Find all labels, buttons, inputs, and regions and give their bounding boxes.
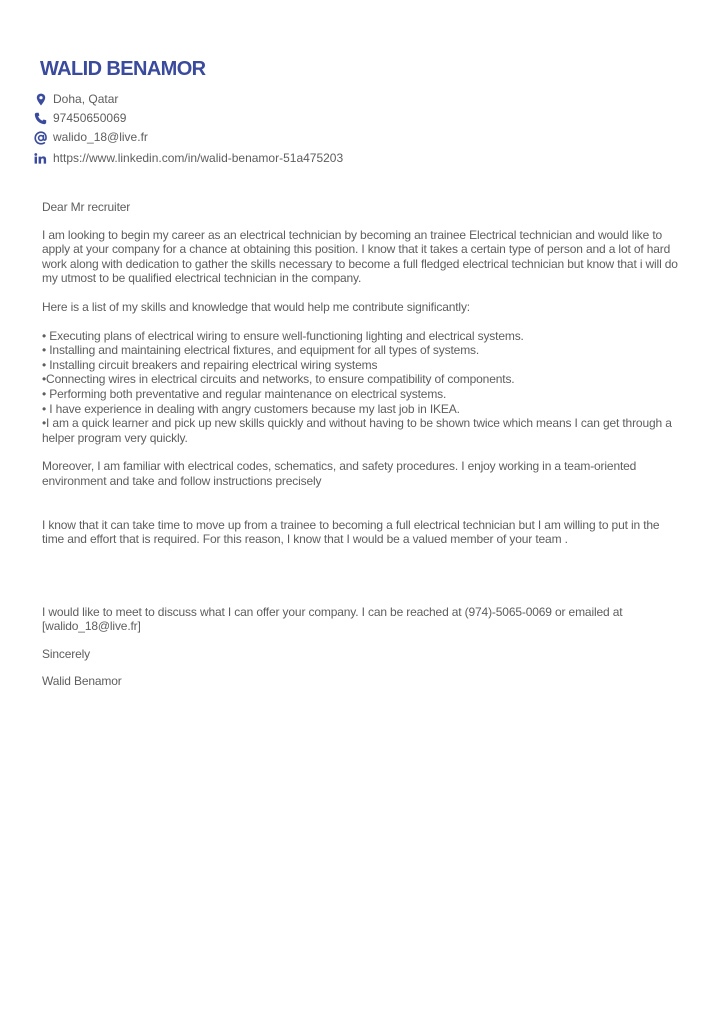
skill-item: • Executing plans of electrical wiring to ensure well-functioning lighting and electrical systems. (42, 328, 524, 343)
contact-email-text: walido_18@live.fr (53, 130, 148, 144)
applicant-name: WALID BENAMOR (40, 58, 206, 80)
commitment-paragraph: I know that it can take time to move up from a trainee to becoming a full electrical technician but I am willing to put in the time and effort that is required. For this reason, I know that I would be a valued member of your team . (42, 517, 660, 547)
contact-list (33, 90, 693, 168)
skill-item: • Installing circuit breakers and repairing electrical wiring systems (42, 357, 378, 372)
contact-linkedin (33, 149, 693, 168)
intro-paragraph: I am looking to begin my career as an electrical technician by becoming an trainee Electrical technician and would like to apply at your company for a chance at obtaining this position. I know that it takes a certain type of person and a lot of hard work along with dedication to gather the skills necessary to become a full fledged electrical technician but know that i will do my utmost to be qualified electrical technician in the company. (42, 227, 678, 286)
skill-item: • Installing and maintaining electrical fixtures, and equipment for all types of systems. (42, 343, 480, 358)
skill-item: •I am a quick learner and pick up new skills quickly and without having to be shown twice which means I can get through a helper program very quickly. (42, 416, 672, 445)
location-pin-icon (33, 92, 48, 107)
phone-icon (33, 111, 48, 126)
salutation: Dear Mr recruiter (42, 200, 131, 214)
contact-location (33, 90, 693, 109)
contact-email (33, 128, 693, 147)
contact-location-text: Doha, Qatar (53, 92, 119, 106)
at-sign-icon (33, 130, 48, 145)
signoff: Sincerely (42, 646, 91, 661)
skill-item: •Connecting wires in electrical circuits and networks, to ensure compatibility of components. (42, 372, 515, 387)
contact-phone-text: 97450650069 (53, 111, 127, 125)
signature-name: Walid Benamor (42, 674, 122, 689)
contact-linkedin-text: https://www.linkedin.com/in/walid-benamor-51a475203 (53, 151, 344, 165)
closing-request-paragraph: I would like to meet to discuss what I can offer your company. I can be reached at (974)-5065-0069 or emailed at [walido_18@live.fr] (42, 604, 623, 634)
skill-item: • I have experience in dealing with angry customers because my last job in IKEA. (42, 401, 460, 416)
contact-phone (33, 109, 693, 128)
linkedin-icon (33, 151, 48, 166)
skill-item: • Performing both preventative and regular maintenance on electrical systems. (42, 386, 447, 401)
familiarity-paragraph: Moreover, I am familiar with electrical codes, schematics, and safety procedures. I enjoy working in a team-oriented environment and take and follow instructions precisely (42, 459, 637, 488)
skills-intro: Here is a list of my skills and knowledge that would help me contribute significantly: (42, 299, 470, 314)
letter-body (42, 200, 682, 689)
